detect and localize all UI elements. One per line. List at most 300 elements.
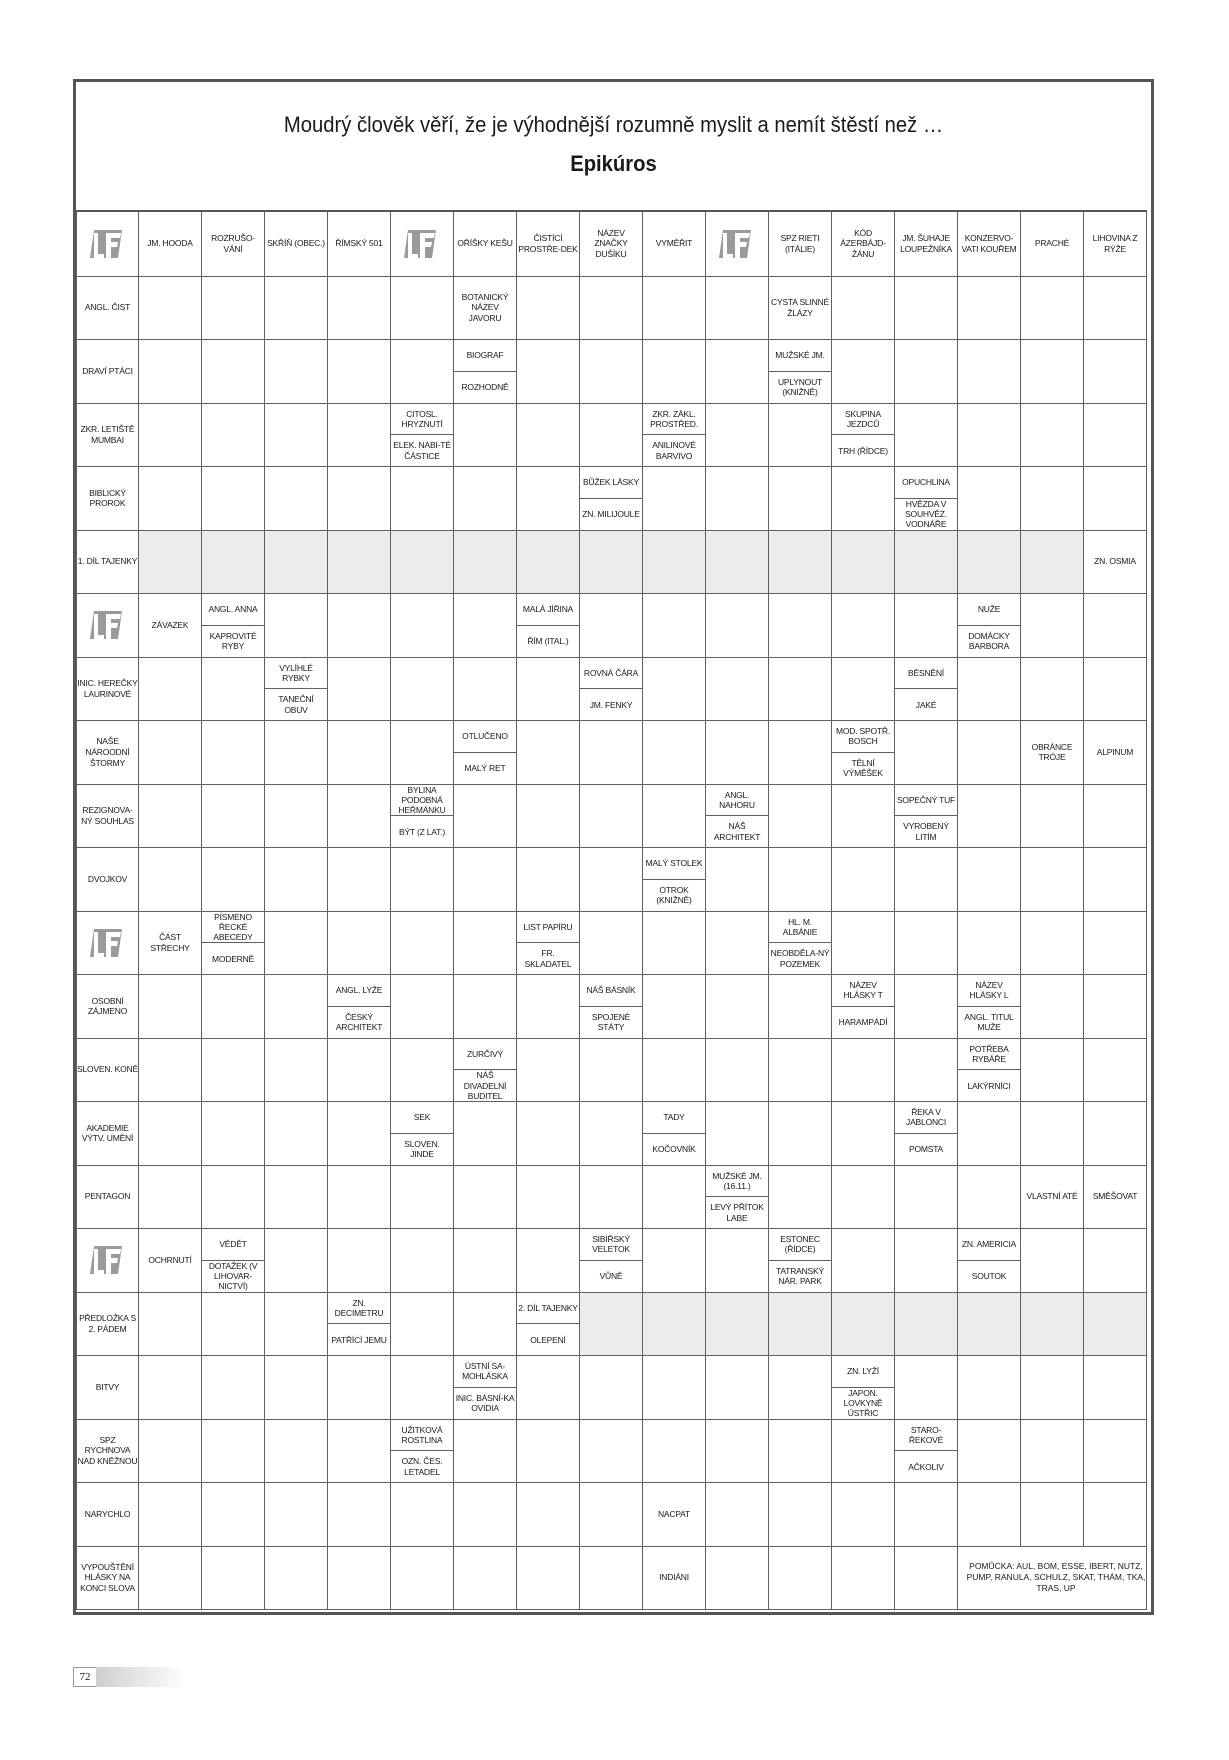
answer-cell[interactable] xyxy=(580,1483,643,1547)
answer-cell[interactable] xyxy=(958,276,1021,340)
answer-cell[interactable] xyxy=(139,403,202,467)
answer-cell[interactable] xyxy=(706,911,769,975)
split-clue: LAKÝRNÍCI xyxy=(967,1080,1011,1091)
answer-cell[interactable] xyxy=(454,1483,517,1547)
answer-cell[interactable] xyxy=(265,1546,328,1610)
answer-cell[interactable] xyxy=(643,975,706,1039)
answer-cell[interactable] xyxy=(580,1165,643,1229)
answer-cell[interactable] xyxy=(139,1419,202,1483)
answer-cell[interactable] xyxy=(895,1546,958,1610)
answer-cell[interactable] xyxy=(328,1356,391,1420)
answer-cell[interactable] xyxy=(895,1165,958,1229)
answer-cell[interactable] xyxy=(391,848,454,912)
answer-cell[interactable] xyxy=(391,1356,454,1420)
answer-cell[interactable] xyxy=(265,276,328,340)
answer-cell[interactable] xyxy=(769,1165,832,1229)
answer-cell[interactable] xyxy=(958,911,1021,975)
answer-cell[interactable] xyxy=(1084,657,1147,721)
answer-cell[interactable] xyxy=(139,721,202,785)
answer-cell[interactable] xyxy=(1021,530,1084,594)
answer-cell[interactable] xyxy=(958,1165,1021,1229)
answer-cell[interactable] xyxy=(139,848,202,912)
answer-cell[interactable] xyxy=(580,911,643,975)
answer-cell[interactable] xyxy=(643,721,706,785)
page-number-bar xyxy=(96,1667,186,1687)
answer-cell[interactable] xyxy=(202,1546,265,1610)
answer-cell[interactable] xyxy=(265,530,328,594)
answer-cell[interactable] xyxy=(958,1102,1021,1166)
answer-cell[interactable] xyxy=(517,1546,580,1610)
answer-cell[interactable] xyxy=(706,467,769,531)
answer-cell[interactable] xyxy=(706,721,769,785)
answer-cell[interactable] xyxy=(832,1419,895,1483)
answer-cell[interactable] xyxy=(769,1419,832,1483)
answer-cell[interactable] xyxy=(895,1356,958,1420)
answer-cell[interactable] xyxy=(265,911,328,975)
answer-cell[interactable] xyxy=(454,594,517,658)
answer-cell[interactable] xyxy=(769,848,832,912)
answer-cell[interactable] xyxy=(517,784,580,848)
answer-cell[interactable] xyxy=(328,1102,391,1166)
answer-cell[interactable] xyxy=(643,1165,706,1229)
answer-cell[interactable] xyxy=(202,1292,265,1356)
answer-cell[interactable] xyxy=(832,911,895,975)
answer-cell[interactable] xyxy=(391,594,454,658)
answer-cell[interactable] xyxy=(202,467,265,531)
answer-cell[interactable] xyxy=(265,1483,328,1547)
answer-cell[interactable] xyxy=(391,721,454,785)
answer-cell[interactable] xyxy=(328,276,391,340)
grid-row xyxy=(77,403,1147,467)
answer-cell[interactable] xyxy=(706,657,769,721)
answer-cell[interactable] xyxy=(958,1419,1021,1483)
answer-cell[interactable] xyxy=(517,1356,580,1420)
answer-cell[interactable] xyxy=(1021,784,1084,848)
grid-row xyxy=(77,721,1147,785)
answer-cell[interactable] xyxy=(643,1229,706,1293)
answer-cell[interactable] xyxy=(1084,594,1147,658)
lf-logo-icon xyxy=(88,605,128,645)
answer-cell[interactable] xyxy=(1021,1483,1084,1547)
answer-cell[interactable] xyxy=(580,1038,643,1102)
answer-cell[interactable] xyxy=(517,467,580,531)
answer-cell[interactable] xyxy=(958,340,1021,404)
answer-cell[interactable] xyxy=(328,657,391,721)
answer-cell[interactable] xyxy=(517,1229,580,1293)
answer-cell[interactable] xyxy=(139,1038,202,1102)
answer-cell[interactable] xyxy=(832,1483,895,1547)
answer-cell[interactable] xyxy=(202,1102,265,1166)
answer-cell[interactable] xyxy=(139,1165,202,1229)
answer-cell[interactable] xyxy=(202,784,265,848)
answer-cell[interactable] xyxy=(391,1546,454,1610)
answer-cell[interactable] xyxy=(391,276,454,340)
answer-cell[interactable] xyxy=(1021,1419,1084,1483)
answer-cell[interactable] xyxy=(391,340,454,404)
answer-cell[interactable] xyxy=(265,340,328,404)
answer-cell[interactable] xyxy=(454,848,517,912)
header-clue: OŘÍŠKY KEŠU xyxy=(457,238,513,249)
answer-cell[interactable] xyxy=(895,276,958,340)
answer-cell[interactable] xyxy=(958,848,1021,912)
answer-cell[interactable] xyxy=(139,276,202,340)
clue-cell xyxy=(202,211,265,276)
answer-cell[interactable] xyxy=(706,403,769,467)
answer-cell[interactable] xyxy=(1021,1356,1084,1420)
clue-cell xyxy=(895,467,958,531)
answer-cell[interactable] xyxy=(517,276,580,340)
answer-cell[interactable] xyxy=(202,721,265,785)
answer-cell[interactable] xyxy=(643,657,706,721)
split-clue: TRH (ŘÍDCE) xyxy=(838,445,888,456)
answer-cell[interactable] xyxy=(958,403,1021,467)
answer-cell[interactable] xyxy=(454,1229,517,1293)
answer-cell[interactable] xyxy=(895,1038,958,1102)
answer-cell[interactable] xyxy=(328,1229,391,1293)
answer-cell[interactable] xyxy=(391,1165,454,1229)
answer-cell[interactable] xyxy=(1084,1038,1147,1102)
answer-cell[interactable] xyxy=(832,594,895,658)
answer-cell[interactable] xyxy=(769,1102,832,1166)
answer-cell[interactable] xyxy=(580,1419,643,1483)
split-clue: KOČOVNÍK xyxy=(652,1144,696,1155)
answer-cell[interactable] xyxy=(328,1483,391,1547)
answer-cell[interactable] xyxy=(580,530,643,594)
answer-cell[interactable] xyxy=(1084,467,1147,531)
answer-cell[interactable] xyxy=(517,1483,580,1547)
answer-cell[interactable] xyxy=(265,1102,328,1166)
answer-cell[interactable] xyxy=(643,276,706,340)
answer-cell[interactable] xyxy=(832,340,895,404)
answer-cell[interactable] xyxy=(958,530,1021,594)
answer-cell[interactable] xyxy=(517,1038,580,1102)
answer-cell[interactable] xyxy=(517,530,580,594)
answer-cell[interactable] xyxy=(769,1038,832,1102)
answer-cell[interactable] xyxy=(1084,911,1147,975)
answer-cell[interactable] xyxy=(265,594,328,658)
answer-cell[interactable] xyxy=(769,530,832,594)
answer-cell[interactable] xyxy=(454,467,517,531)
answer-cell[interactable] xyxy=(895,975,958,1039)
answer-cell[interactable] xyxy=(454,784,517,848)
answer-cell[interactable] xyxy=(517,1102,580,1166)
answer-cell[interactable] xyxy=(769,721,832,785)
answer-cell[interactable] xyxy=(1084,975,1147,1039)
clue-cell xyxy=(265,657,328,721)
answer-cell[interactable] xyxy=(517,1165,580,1229)
answer-cell[interactable] xyxy=(454,1165,517,1229)
answer-cell[interactable] xyxy=(328,530,391,594)
answer-cell[interactable] xyxy=(706,1356,769,1420)
answer-cell[interactable] xyxy=(895,594,958,658)
answer-cell[interactable] xyxy=(580,784,643,848)
answer-cell[interactable] xyxy=(517,403,580,467)
answer-cell[interactable] xyxy=(895,340,958,404)
answer-cell[interactable] xyxy=(706,1483,769,1547)
answer-cell[interactable] xyxy=(895,721,958,785)
answer-cell[interactable] xyxy=(391,975,454,1039)
answer-cell[interactable] xyxy=(832,1038,895,1102)
answer-cell[interactable] xyxy=(202,530,265,594)
answer-cell[interactable] xyxy=(706,1292,769,1356)
answer-cell[interactable] xyxy=(832,530,895,594)
answer-cell[interactable] xyxy=(328,1038,391,1102)
answer-cell[interactable] xyxy=(265,1419,328,1483)
answer-cell[interactable] xyxy=(454,975,517,1039)
answer-cell[interactable] xyxy=(895,1292,958,1356)
answer-cell[interactable] xyxy=(1021,340,1084,404)
answer-cell[interactable] xyxy=(769,657,832,721)
answer-cell[interactable] xyxy=(139,975,202,1039)
answer-cell[interactable] xyxy=(1084,1229,1147,1293)
answer-cell[interactable] xyxy=(1084,1102,1147,1166)
answer-cell[interactable] xyxy=(202,848,265,912)
clue-cell xyxy=(832,721,895,785)
answer-cell[interactable] xyxy=(1084,1483,1147,1547)
answer-cell[interactable] xyxy=(454,657,517,721)
answer-cell[interactable] xyxy=(832,784,895,848)
answer-cell[interactable] xyxy=(391,1038,454,1102)
answer-cell[interactable] xyxy=(706,1038,769,1102)
answer-cell[interactable] xyxy=(580,1292,643,1356)
answer-cell[interactable] xyxy=(391,1483,454,1547)
answer-cell[interactable] xyxy=(832,1546,895,1610)
answer-cell[interactable] xyxy=(1021,467,1084,531)
answer-cell[interactable] xyxy=(139,1102,202,1166)
answer-cell[interactable] xyxy=(769,403,832,467)
answer-cell[interactable] xyxy=(580,848,643,912)
answer-cell[interactable] xyxy=(832,1292,895,1356)
clue-cell xyxy=(139,211,202,276)
answer-cell[interactable] xyxy=(139,1483,202,1547)
answer-cell[interactable] xyxy=(580,594,643,658)
answer-cell[interactable] xyxy=(328,1546,391,1610)
answer-cell[interactable] xyxy=(1021,1102,1084,1166)
answer-cell[interactable] xyxy=(454,403,517,467)
answer-cell[interactable] xyxy=(643,1292,706,1356)
answer-cell[interactable] xyxy=(706,1102,769,1166)
answer-cell[interactable] xyxy=(139,340,202,404)
answer-cell[interactable] xyxy=(391,530,454,594)
answer-cell[interactable] xyxy=(328,403,391,467)
answer-cell[interactable] xyxy=(1021,276,1084,340)
answer-cell[interactable] xyxy=(958,1483,1021,1547)
answer-cell[interactable] xyxy=(580,721,643,785)
answer-cell[interactable] xyxy=(958,1292,1021,1356)
split-clue: JM. FENKY xyxy=(589,699,633,710)
answer-cell[interactable] xyxy=(958,467,1021,531)
answer-cell[interactable] xyxy=(454,1546,517,1610)
answer-cell[interactable] xyxy=(265,975,328,1039)
answer-cell[interactable] xyxy=(706,1229,769,1293)
answer-cell[interactable] xyxy=(517,721,580,785)
answer-cell[interactable] xyxy=(517,975,580,1039)
answer-cell[interactable] xyxy=(643,784,706,848)
answer-cell[interactable] xyxy=(1084,1356,1147,1420)
answer-cell[interactable] xyxy=(1084,1419,1147,1483)
answer-cell[interactable] xyxy=(706,594,769,658)
answer-cell[interactable] xyxy=(391,1292,454,1356)
answer-cell[interactable] xyxy=(454,1419,517,1483)
answer-cell[interactable] xyxy=(202,1483,265,1547)
answer-cell[interactable] xyxy=(454,530,517,594)
answer-cell[interactable] xyxy=(958,784,1021,848)
answer-cell[interactable] xyxy=(139,657,202,721)
answer-cell[interactable] xyxy=(706,276,769,340)
answer-cell[interactable] xyxy=(517,657,580,721)
answer-cell[interactable] xyxy=(643,340,706,404)
answer-cell[interactable] xyxy=(958,721,1021,785)
answer-cell[interactable] xyxy=(1021,594,1084,658)
answer-cell[interactable] xyxy=(769,1483,832,1547)
answer-cell[interactable] xyxy=(895,1483,958,1547)
answer-cell[interactable] xyxy=(1021,403,1084,467)
answer-cell[interactable] xyxy=(580,1356,643,1420)
answer-cell[interactable] xyxy=(328,784,391,848)
answer-cell[interactable] xyxy=(328,594,391,658)
answer-cell[interactable] xyxy=(265,467,328,531)
answer-cell[interactable] xyxy=(202,657,265,721)
answer-cell[interactable] xyxy=(958,1356,1021,1420)
clue-cell xyxy=(77,1038,139,1102)
answer-cell[interactable] xyxy=(832,848,895,912)
answer-cell[interactable] xyxy=(265,784,328,848)
answer-cell[interactable] xyxy=(265,1356,328,1420)
answer-cell[interactable] xyxy=(832,467,895,531)
answer-cell[interactable] xyxy=(895,530,958,594)
answer-cell[interactable] xyxy=(265,1229,328,1293)
answer-cell[interactable] xyxy=(1021,975,1084,1039)
answer-cell[interactable] xyxy=(265,1292,328,1356)
answer-cell[interactable] xyxy=(1021,1229,1084,1293)
answer-cell[interactable] xyxy=(580,403,643,467)
answer-cell[interactable] xyxy=(391,1229,454,1293)
answer-cell[interactable] xyxy=(769,1546,832,1610)
answer-cell[interactable] xyxy=(769,975,832,1039)
clue-cell xyxy=(77,784,139,848)
answer-cell[interactable] xyxy=(769,594,832,658)
answer-cell[interactable] xyxy=(1084,848,1147,912)
answer-cell[interactable] xyxy=(517,848,580,912)
answer-cell[interactable] xyxy=(769,1356,832,1420)
answer-cell[interactable] xyxy=(1084,1292,1147,1356)
answer-cell[interactable] xyxy=(643,467,706,531)
answer-cell[interactable] xyxy=(580,1546,643,1610)
answer-cell[interactable] xyxy=(643,594,706,658)
answer-cell[interactable] xyxy=(202,975,265,1039)
answer-cell[interactable] xyxy=(202,1419,265,1483)
answer-cell[interactable] xyxy=(139,530,202,594)
answer-cell[interactable] xyxy=(454,1102,517,1166)
answer-cell[interactable] xyxy=(580,276,643,340)
answer-cell[interactable] xyxy=(1021,1292,1084,1356)
answer-cell[interactable] xyxy=(1021,657,1084,721)
answer-cell[interactable] xyxy=(328,911,391,975)
grid-row xyxy=(77,1102,1147,1166)
answer-cell[interactable] xyxy=(391,911,454,975)
answer-cell[interactable] xyxy=(202,340,265,404)
answer-cell[interactable] xyxy=(706,530,769,594)
answer-cell[interactable] xyxy=(139,1292,202,1356)
answer-cell[interactable] xyxy=(706,340,769,404)
answer-cell[interactable] xyxy=(517,340,580,404)
answer-cell[interactable] xyxy=(895,403,958,467)
answer-cell[interactable] xyxy=(1084,403,1147,467)
answer-cell[interactable] xyxy=(202,1165,265,1229)
answer-cell[interactable] xyxy=(832,1165,895,1229)
answer-cell[interactable] xyxy=(139,1356,202,1420)
answer-cell[interactable] xyxy=(895,848,958,912)
answer-cell[interactable] xyxy=(643,1419,706,1483)
answer-cell[interactable] xyxy=(1084,340,1147,404)
answer-cell[interactable] xyxy=(328,1165,391,1229)
answer-cell[interactable] xyxy=(832,657,895,721)
answer-cell[interactable] xyxy=(391,467,454,531)
answer-cell[interactable] xyxy=(895,911,958,975)
answer-cell[interactable] xyxy=(202,403,265,467)
answer-cell[interactable] xyxy=(580,1102,643,1166)
answer-cell[interactable] xyxy=(391,657,454,721)
answer-cell[interactable] xyxy=(1084,276,1147,340)
answer-cell[interactable] xyxy=(643,530,706,594)
answer-cell[interactable] xyxy=(643,1038,706,1102)
answer-cell[interactable] xyxy=(202,1356,265,1420)
answer-cell[interactable] xyxy=(769,784,832,848)
answer-cell[interactable] xyxy=(643,1356,706,1420)
answer-cell[interactable] xyxy=(139,1546,202,1610)
answer-cell[interactable] xyxy=(643,911,706,975)
answer-cell[interactable] xyxy=(139,467,202,531)
answer-cell[interactable] xyxy=(832,1102,895,1166)
answer-cell[interactable] xyxy=(454,1292,517,1356)
answer-cell[interactable] xyxy=(769,467,832,531)
answer-cell[interactable] xyxy=(706,1546,769,1610)
answer-cell[interactable] xyxy=(832,276,895,340)
answer-cell[interactable] xyxy=(832,1229,895,1293)
answer-cell[interactable] xyxy=(202,1038,265,1102)
answer-cell[interactable] xyxy=(706,975,769,1039)
answer-cell[interactable] xyxy=(328,340,391,404)
answer-cell[interactable] xyxy=(1084,784,1147,848)
answer-cell[interactable] xyxy=(202,276,265,340)
answer-cell[interactable] xyxy=(1021,848,1084,912)
answer-cell[interactable] xyxy=(706,1419,769,1483)
header-clue: ŘÍMSKÝ 501 xyxy=(335,238,383,249)
clue-cell xyxy=(454,276,517,340)
answer-cell[interactable] xyxy=(769,1292,832,1356)
answer-cell[interactable] xyxy=(139,784,202,848)
answer-cell[interactable] xyxy=(517,1419,580,1483)
answer-cell[interactable] xyxy=(265,721,328,785)
answer-cell[interactable] xyxy=(265,848,328,912)
answer-cell[interactable] xyxy=(328,848,391,912)
answer-cell[interactable] xyxy=(265,1165,328,1229)
answer-cell[interactable] xyxy=(328,467,391,531)
answer-cell[interactable] xyxy=(265,1038,328,1102)
answer-cell[interactable] xyxy=(1021,911,1084,975)
answer-cell[interactable] xyxy=(265,403,328,467)
answer-cell[interactable] xyxy=(328,721,391,785)
answer-cell[interactable] xyxy=(706,848,769,912)
answer-cell[interactable] xyxy=(958,657,1021,721)
answer-cell[interactable] xyxy=(454,911,517,975)
answer-cell[interactable] xyxy=(328,1419,391,1483)
clue-cell xyxy=(202,594,265,658)
answer-cell[interactable] xyxy=(1021,1038,1084,1102)
answer-cell[interactable] xyxy=(580,340,643,404)
split-clue: NÁZEV HLÁSKY T xyxy=(832,975,894,1007)
answer-cell[interactable] xyxy=(895,1229,958,1293)
